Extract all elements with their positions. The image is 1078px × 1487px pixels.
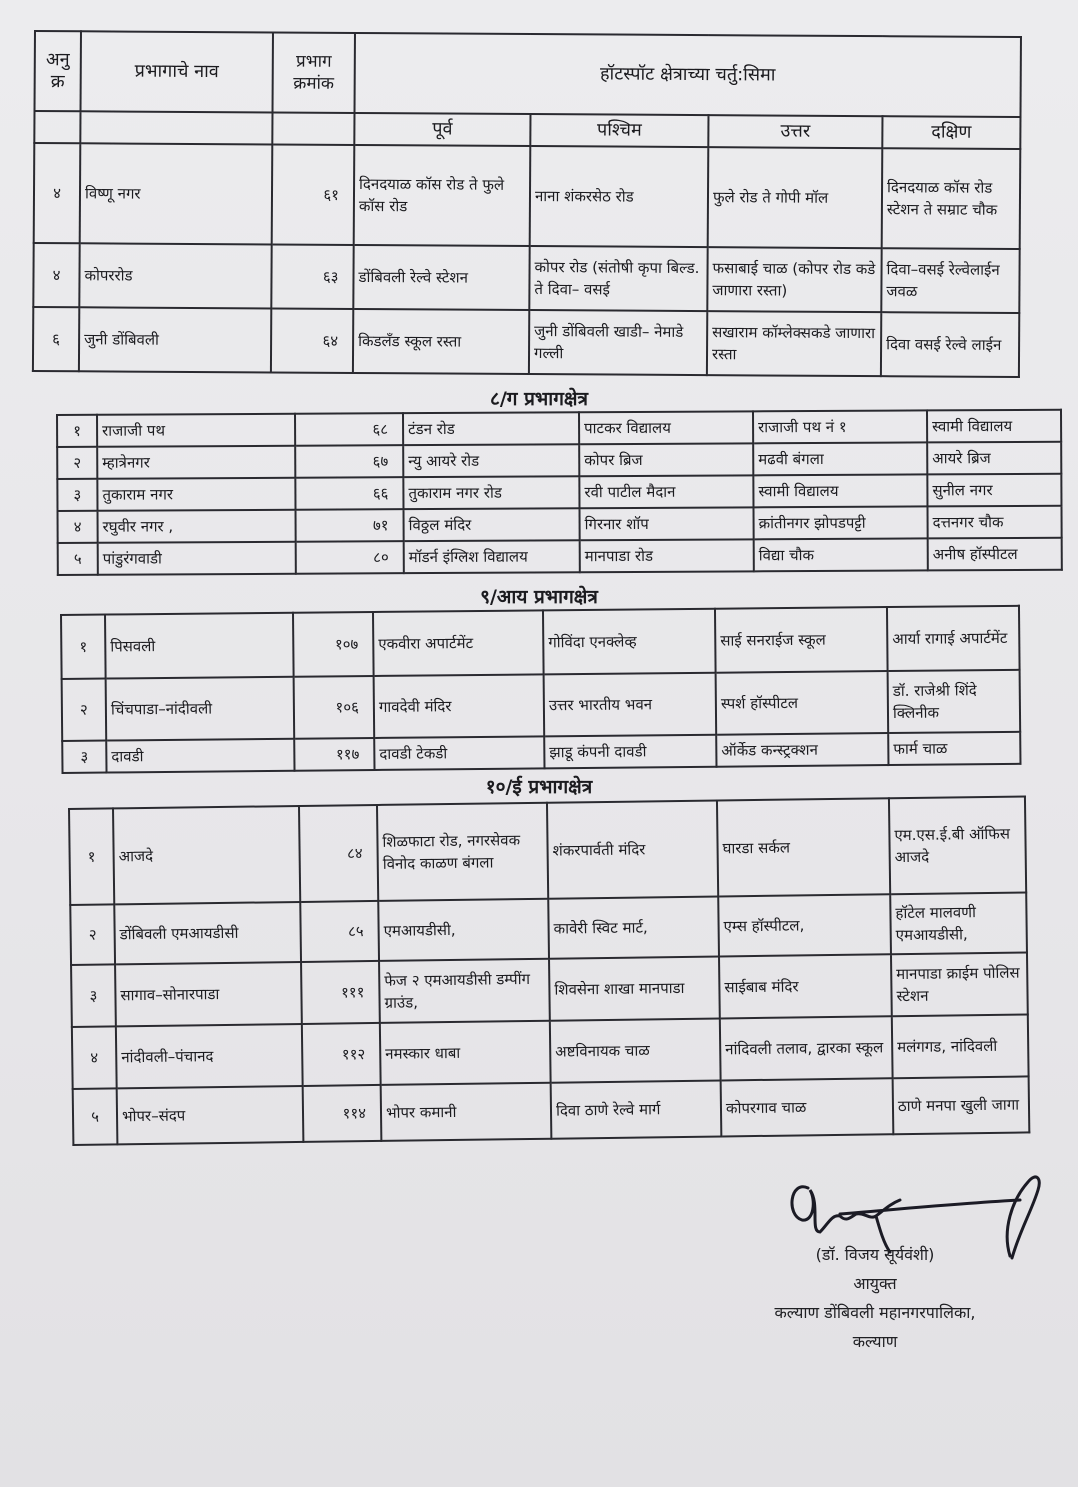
table-row: [33, 307, 1019, 377]
ward-cell: १०६: [294, 676, 375, 739]
ward-cell: ११७: [294, 738, 374, 771]
east-cell: फेज २ एमआयडीसी डम्पींग ग्राउंड,: [379, 959, 550, 1023]
east-header: पूर्व: [354, 113, 530, 146]
east-cell: एकवीरा अपार्टमेंट: [373, 610, 544, 676]
name-cell: डोंबिवली एमआयडीसी: [114, 902, 301, 964]
north-cell: स्वामी विद्यालय: [753, 474, 927, 507]
west-cell: गोविंदा एनक्लेव्ह: [543, 609, 716, 675]
table-row: [58, 506, 1062, 543]
col-boundary-header: हॉटस्पॉट क्षेत्राच्या चर्तु:सिमा: [354, 33, 1020, 117]
sr-cell: ५: [58, 543, 98, 575]
table-row: [57, 474, 1061, 511]
table-row: [33, 243, 1019, 313]
table-row: [34, 143, 1021, 249]
table-row: [62, 670, 1021, 741]
sr-cell: २: [57, 447, 97, 479]
north-cell: साई सनराईज स्कूल: [715, 607, 888, 673]
north-cell: मढवी बंगला: [753, 442, 927, 475]
signatory-name: (डॉ. विजय सूर्यवंशी): [815, 1245, 935, 1264]
east-cell: न्यु आयरे रोड: [403, 444, 579, 477]
name-cell: विष्णू नगर: [80, 143, 273, 244]
table-row: [69, 796, 1026, 905]
south-header: दक्षिण: [882, 116, 1020, 149]
east-cell: विठ्ठल मंदिर: [404, 508, 580, 541]
signatory-designation: आयुक्त: [853, 1274, 897, 1293]
table-row: [57, 410, 1061, 447]
west-cell: रवी पाटील मैदान: [579, 475, 753, 508]
east-cell: भोपर कमानी: [381, 1083, 552, 1141]
west-cell: शंकरपार्वती मंदिर: [547, 801, 718, 899]
sr-cell: ३: [57, 479, 97, 511]
east-cell: शिळफाटा रोड, नगरसेवक विनोद काळण बंगला: [377, 803, 548, 901]
sr-cell: ४: [34, 143, 81, 243]
south-cell: दिवा वसई रेल्वे लाईन: [881, 312, 1019, 377]
south-cell: दत्तनगर चौक: [927, 506, 1061, 539]
name-cell: कोपररोड: [79, 243, 271, 308]
west-header: पश्चिम: [530, 114, 708, 147]
north-cell: साईबाब मंदिर: [719, 954, 892, 1018]
north-cell: घारडा सर्कल: [717, 798, 890, 896]
name-cell: नांदीवली–पंचानद: [116, 1024, 303, 1088]
sr-cell: ५: [73, 1088, 118, 1145]
ward-cell: ११२: [302, 1023, 381, 1086]
col-ward-header: प्रभाग क्रमांक: [273, 32, 355, 112]
east-cell: नमस्कार धाबा: [380, 1021, 551, 1085]
east-cell: गावदेवी मंदिर: [374, 674, 545, 738]
west-cell: पाटकर विद्यालय: [579, 411, 753, 444]
ward-cell: ८०: [296, 541, 404, 574]
sr-cell: ४: [72, 1026, 117, 1089]
south-cell: दिनदयाळ कॉस रोड स्टेशन ते सम्राट चौक: [882, 148, 1021, 249]
north-cell: फसाबाई चाळ (कोपर रोड कडे जाणारा रस्ता): [707, 247, 881, 312]
west-cell: अष्टविनायक चाळ: [550, 1018, 721, 1082]
east-cell: एमआयडीसी,: [378, 899, 549, 961]
table-row: [73, 1076, 1030, 1145]
sr-cell: ६: [33, 307, 79, 371]
signatory-office: कल्याण डोंबिवली महानगरपालिका,: [774, 1303, 976, 1322]
ward-cell: ६४: [271, 308, 353, 372]
south-cell: मलंगगड, नांदिवली: [892, 1014, 1029, 1078]
col-name-header: प्रभागाचे नाव: [81, 31, 273, 112]
north-cell: एम्स हॉस्पीटल,: [718, 894, 891, 956]
north-cell: ऑर्केड कन्स्ट्रक्शन: [716, 733, 888, 767]
east-cell: किडलॅंड स्कूल रस्ता: [353, 309, 529, 374]
north-cell: स्पर्श हॉस्पीटल: [716, 671, 889, 735]
north-cell: कोपरगाव चाळ: [721, 1078, 894, 1136]
sr-cell: २: [62, 679, 107, 741]
ward-9i-table: [60, 605, 1021, 774]
east-cell: मॉडर्न इंग्लिश विद्यालय: [404, 540, 580, 573]
blank-cell: [34, 111, 80, 143]
name-cell: राजाजी पथ: [97, 414, 295, 447]
blank-cell: [272, 112, 354, 145]
name-cell: तुकाराम नगर: [97, 478, 295, 511]
east-cell: तुकाराम नगर रोड: [403, 476, 579, 509]
name-cell: दावडी: [106, 739, 294, 773]
sr-cell: ४: [58, 511, 98, 543]
north-cell: क्रांतीनगर झोपडपट्टी: [753, 506, 927, 539]
name-cell: चिंचपाडा–नांदीवली: [106, 677, 295, 741]
south-cell: अनीष हॉस्पीटल: [928, 538, 1062, 571]
north-cell: फुले रोड ते गोपी मॉल: [708, 147, 883, 248]
south-cell: मानपाडा क्राईम पोलिस स्टेशन: [891, 952, 1028, 1016]
ward-cell: ६६: [295, 477, 403, 510]
table-row: [58, 538, 1062, 575]
sr-cell: १: [69, 808, 114, 905]
north-header: उत्तर: [708, 115, 882, 148]
south-cell: हॉटेल मालवणी एमआयडीसी,: [890, 892, 1027, 954]
south-cell: आयरे ब्रिज: [927, 442, 1061, 475]
name-cell: भोपर–संदप: [117, 1086, 304, 1144]
west-cell: नाना शंकरसेठ रोड: [530, 146, 709, 247]
name-cell: पिसवली: [105, 613, 294, 679]
ward-cell: १११: [301, 961, 380, 1024]
south-cell: फार्म चाळ: [888, 732, 1020, 765]
west-cell: कोपर ब्रिज: [579, 443, 753, 476]
col-sr-header: अनु क्र: [35, 31, 81, 111]
ward-cell: ६३: [271, 244, 353, 308]
ward-cell: ८५: [300, 901, 379, 962]
ward-8g-table: [56, 409, 1063, 576]
east-cell: दावडी टेकडी: [374, 736, 544, 770]
south-cell: आर्या रागाई अपार्टमेंट: [887, 606, 1020, 671]
name-cell: आजदे: [113, 806, 300, 904]
north-cell: विद्या चौक: [754, 538, 928, 571]
south-cell: स्वामी विद्यालय: [927, 410, 1061, 443]
name-cell: रघुवीर नगर ,: [98, 510, 296, 543]
section-title: ८/ग प्रभागक्षेत्र: [489, 388, 589, 410]
ward-cell: ६७: [295, 445, 403, 478]
sr-cell: १: [57, 415, 97, 447]
west-cell: झाडू कंपनी दावडी: [544, 735, 716, 769]
east-cell: दिनदयाळ कॉस रोड ते फुले कॉस रोड: [354, 145, 531, 246]
table-row: [61, 606, 1020, 679]
south-cell: एम.एस.ई.बी ऑफिस आजदे: [889, 796, 1026, 894]
ward-cell: १०७: [293, 612, 374, 677]
south-cell: दिवा–वसई रेल्वेलाईन जवळ: [881, 248, 1019, 313]
hotspot-table-header: [32, 30, 1022, 378]
south-cell: डॉ. राजेश्री शिंदे क्लिनीक: [888, 670, 1021, 733]
west-cell: मानपाडा रोड: [580, 539, 754, 572]
north-cell: सखाराम कॉम्लेक्सकडे जाणारा रस्ता: [707, 311, 881, 376]
section-title: ९/आय प्रभागक्षेत्र: [480, 586, 598, 608]
ward-cell: ११४: [303, 1085, 382, 1142]
west-cell: कोपर रोड (संतोषी कृपा बिल्ड. ते दिवा– वसई: [529, 246, 707, 311]
west-cell: गिरनार शॉप: [580, 507, 754, 540]
east-cell: टंडन रोड: [403, 412, 579, 445]
west-cell: जुनी डोंबिवली खाडी– नेमाडे गल्ली: [529, 310, 707, 375]
south-cell: सुनील नगर: [927, 474, 1061, 507]
table-row: [57, 442, 1061, 479]
name-cell: सागाव–सोनारपाडा: [115, 962, 302, 1026]
west-cell: शिवसेना शाखा मानपाडा: [549, 956, 720, 1020]
sr-cell: १: [61, 615, 106, 679]
north-cell: राजाजी पथ नं १: [753, 410, 927, 443]
south-cell: ठाणे मनपा खुली जागा: [893, 1076, 1030, 1134]
ward-cell: ७१: [296, 509, 404, 542]
signatory-city: कल्याण: [852, 1332, 898, 1351]
ward-10e-table: [68, 795, 1030, 1146]
ward-cell: ६८: [295, 413, 403, 446]
blank-cell: [80, 111, 272, 144]
name-cell: पांडुरंगवाडी: [98, 542, 296, 575]
sr-cell: २: [70, 904, 115, 965]
west-cell: कावेरी स्विट मार्ट,: [548, 896, 719, 958]
name-cell: म्हात्रेनगर: [97, 446, 295, 479]
signatory-block: [760, 1240, 990, 1356]
east-cell: डोंबिवली रेल्वे स्टेशन: [353, 245, 529, 310]
section-title: १०/ई प्रभागक्षेत्र: [485, 776, 593, 798]
west-cell: दिवा ठाणे रेल्वे मार्ग: [551, 1080, 722, 1138]
name-cell: जुनी डोंबिवली: [79, 307, 271, 372]
sr-cell: ४: [33, 243, 79, 307]
west-cell: उत्तर भारतीय भवन: [544, 673, 717, 737]
sr-cell: ३: [71, 964, 116, 1027]
ward-cell: ६१: [272, 144, 355, 244]
sr-cell: ३: [62, 741, 106, 773]
north-cell: नांदिवली तलाव, द्वारका स्कूल: [720, 1016, 893, 1080]
ward-cell: ८४: [299, 805, 378, 902]
